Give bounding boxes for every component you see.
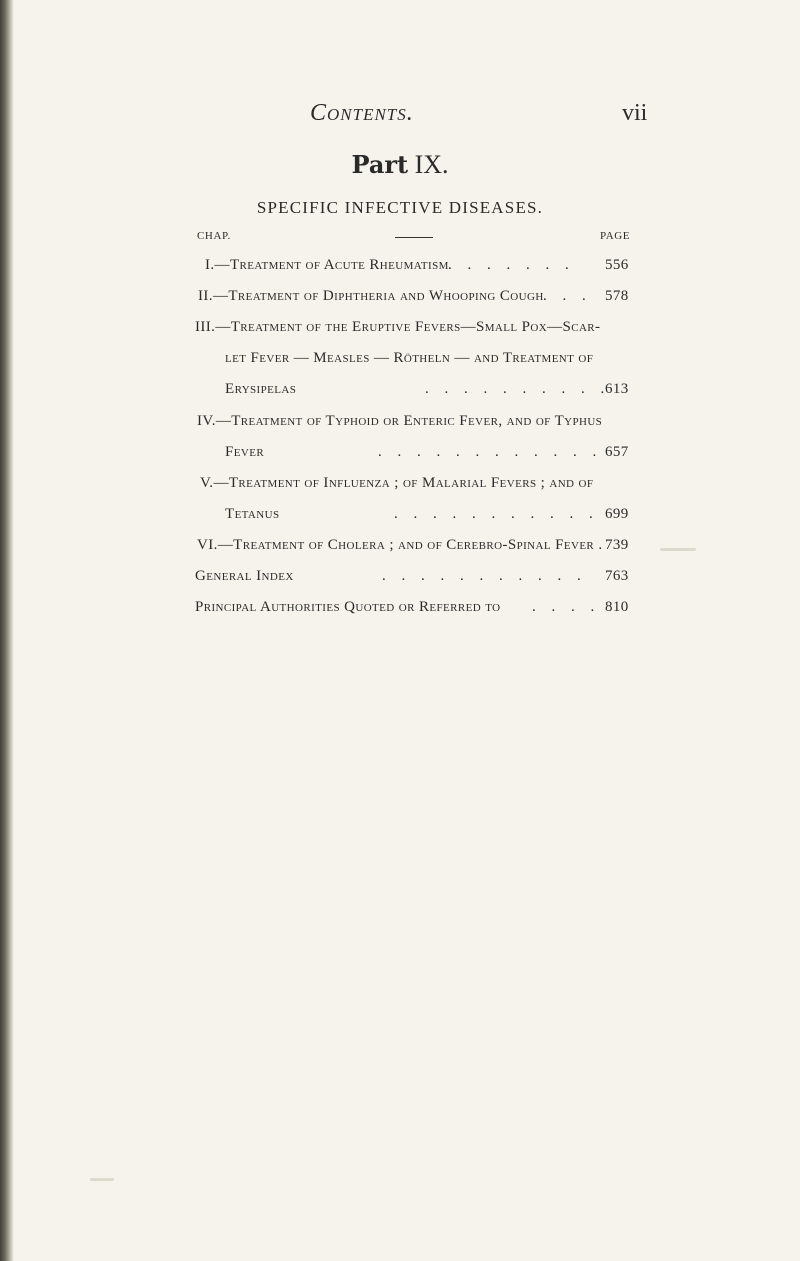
part-heading (0, 150, 800, 180)
toc-entry-page: 578 (605, 288, 629, 304)
toc-entry-page: 763 (605, 568, 629, 584)
paper-smudge (660, 548, 696, 551)
toc-entry-title: Tetanus (225, 506, 280, 522)
paper-smudge (90, 1178, 114, 1181)
toc-entry-title: I.—Treatment of Acute Rheumatism (205, 257, 449, 273)
toc-entry-title: V.—Treatment of Influenza ; of Malarial Fevers ; and of (200, 475, 594, 491)
toc-entry (0, 568, 800, 592)
leader-dots: . . . . . . . . . . (425, 381, 611, 397)
leader-dots: . . . (543, 288, 592, 304)
toc-entry (0, 319, 800, 343)
toc-entry-title: IV.—Treatment of Typhoid or Enteric Fever, and of Typhus (197, 413, 603, 429)
leader-dots: . . . . . . . . . . . . (378, 444, 603, 460)
toc-entry (0, 257, 800, 281)
toc-entry-continuation (0, 444, 800, 468)
leader-dots: . . . . . . . (448, 257, 575, 273)
toc-entry-page: 613 (605, 381, 629, 397)
toc-entry-page: 699 (605, 506, 629, 522)
toc-entry-title: II.—Treatment of Diphtheria and Whooping Cough (198, 288, 544, 304)
book-binding-edge (0, 0, 14, 1261)
toc-entry-continuation (0, 381, 800, 405)
running-head-title: Contents. (310, 100, 414, 126)
toc-entry (0, 413, 800, 437)
toc-entry-title: Principal Authorities Quoted or Referred to (195, 599, 501, 615)
running-head (0, 100, 800, 140)
toc-entry-title: General Index (195, 568, 294, 584)
leader-dots: . . . . . . . . . . . (394, 506, 599, 522)
section-title: SPECIFIC INFECTIVE DISEASES. (256, 198, 544, 217)
toc-entry-page: 810 (605, 599, 629, 615)
toc-entry (0, 599, 800, 623)
toc-entry (0, 288, 800, 312)
toc-entry-page: 556 (605, 257, 629, 273)
leader-dots: . . . . . . . . . . . (382, 568, 587, 584)
toc-entry-page: 657 (605, 444, 629, 460)
toc-entry-title: VI.—Treatment of Cholera ; and of Cerebro-Spinal Fever . (197, 537, 603, 553)
toc-entry-page: 739 (605, 537, 629, 553)
toc-entry (0, 475, 800, 499)
column-header-page: PAGE (600, 230, 631, 242)
toc-entry-title: Fever (225, 444, 265, 460)
header-rule (395, 237, 433, 238)
page-number: vii (622, 100, 648, 126)
toc-entry-title: let Fever — Measles — Rötheln — and Treatment of (225, 350, 594, 366)
toc-entry-title: Erysipelas (225, 381, 297, 397)
toc-entry-title: III.—Treatment of the Eruptive Fevers—Small Pox—Scar- (195, 319, 601, 335)
column-header-chap: CHAP. (197, 230, 231, 242)
part-label: Part (351, 150, 409, 179)
toc-entry-continuation (0, 506, 800, 530)
toc-entry-continuation (0, 350, 800, 374)
part-numeral: IX. (414, 150, 449, 179)
leader-dots: . . . . (532, 599, 601, 615)
